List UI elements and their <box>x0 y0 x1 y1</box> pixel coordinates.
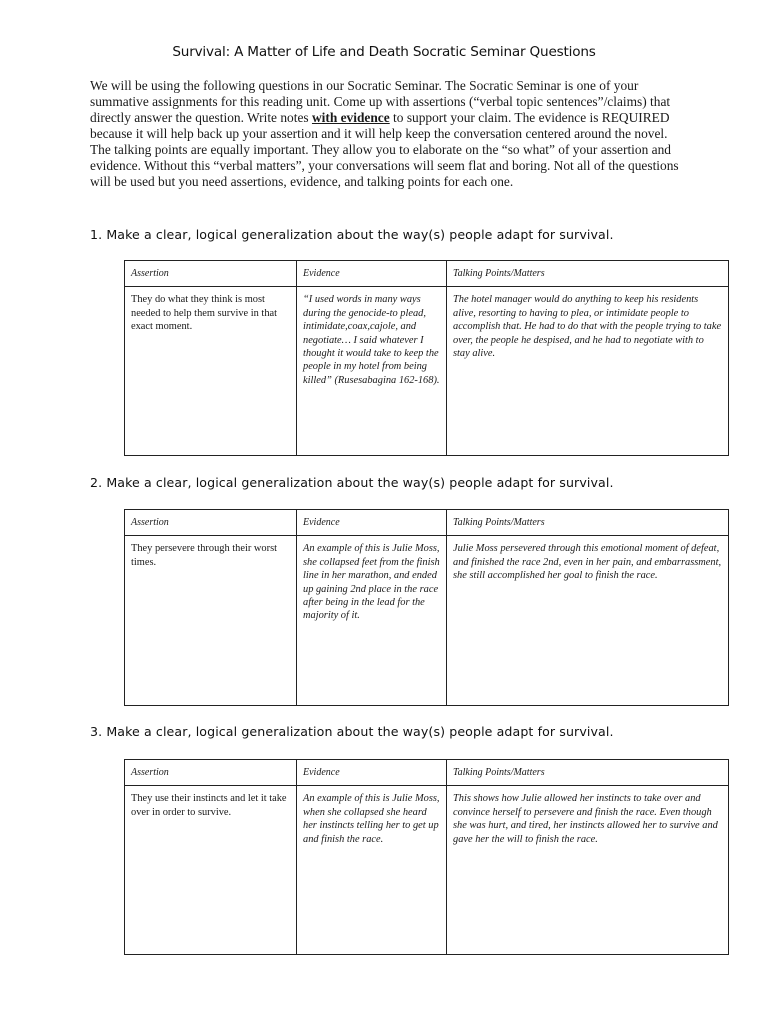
evidence-header: Evidence <box>297 760 447 786</box>
page-title: Survival: A Matter of Life and Death Socratic Seminar Questions <box>172 44 596 60</box>
table-header-row <box>125 261 729 287</box>
question-1-table <box>124 260 729 456</box>
talking-points-cell: This shows how Julie allowed her instincts to take over and convince herself to persevere and finish the race. Even though she was hurt, and tired, her instincts allowed her to survive and gave her the will to finish the race. <box>447 786 729 955</box>
assertion-cell: They do what they think is most needed to help them survive in that exact moment. <box>125 287 297 456</box>
talking-points-header: Talking Points/Matters <box>447 760 729 786</box>
question-2-table <box>124 509 729 706</box>
table-row <box>125 287 729 456</box>
assertion-cell: They use their instincts and let it take over in order to survive. <box>125 786 297 955</box>
evidence-cell: An example of this is Julie Moss, she collapsed feet from the finish line in her marathon, and ended up gaining 2nd place in the race after being in the lead for the majority of it. <box>297 536 447 706</box>
table-row <box>125 536 729 706</box>
talking-points-header: Talking Points/Matters <box>447 261 729 287</box>
question-2-prompt: 2. Make a clear, logical generalization about the way(s) people adapt for survival. <box>90 475 614 490</box>
evidence-cell: “I used words in many ways during the genocide-to plead, intimidate,coax,cajole, and negotiate… I said whatever I thought it would take to keep the people in my hotel from being killed” (Rusesabagina 162-168). <box>297 287 447 456</box>
intro-paragraph <box>90 78 690 190</box>
intro-emphasis: with evidence <box>311 110 390 125</box>
intro-text-part1: We will be using the following questions in our Socratic Seminar. The Socratic Seminar is one of your summative assignments for this reading unit. Come up with assertions (“verbal topic sentences”/claims) that directly answer the question. Write notes <box>90 78 671 125</box>
question-3-prompt: 3. Make a clear, logical generalization about the way(s) people adapt for survival. <box>90 724 614 739</box>
table-row <box>125 786 729 955</box>
talking-points-cell: Julie Moss persevered through this emotional moment of defeat, and finished the race 2nd, even in her pain, and embarrassment, she still accomplished her goal to finish the race. <box>447 536 729 706</box>
intro-text-part2: to support your claim. The evidence is REQUIRED because it will help back up your assertion and it will help keep the conversation centered around the novel. The talking points are equally important. They allow you to elaborate on the “so what” of your assertion and evidence. Without this “verbal matters”, your conversations will seem flat and boring. Not all of the questions will be used but you need assertions, evidence, and talking points for each one. <box>90 110 679 189</box>
question-1-prompt: 1. Make a clear, logical generalization about the way(s) people adapt for survival. <box>90 227 614 242</box>
assertion-header: Assertion <box>125 510 297 536</box>
assertion-header: Assertion <box>125 261 297 287</box>
table-header-row <box>125 760 729 786</box>
evidence-header: Evidence <box>297 261 447 287</box>
assertion-cell: They persevere through their worst times. <box>125 536 297 706</box>
table-header-row <box>125 510 729 536</box>
evidence-header: Evidence <box>297 510 447 536</box>
question-3-table <box>124 759 729 955</box>
assertion-header: Assertion <box>125 760 297 786</box>
talking-points-header: Talking Points/Matters <box>447 510 729 536</box>
talking-points-cell: The hotel manager would do anything to keep his residents alive, resorting to having to plea, or intimidate people to accomplish that. He had to do that with the people trying to take over, the people he despised, and he had to negotiate with to stay alive. <box>447 287 729 456</box>
evidence-cell: An example of this is Julie Moss, when she collapsed she heard her instincts telling her to get up and finish the race. <box>297 786 447 955</box>
